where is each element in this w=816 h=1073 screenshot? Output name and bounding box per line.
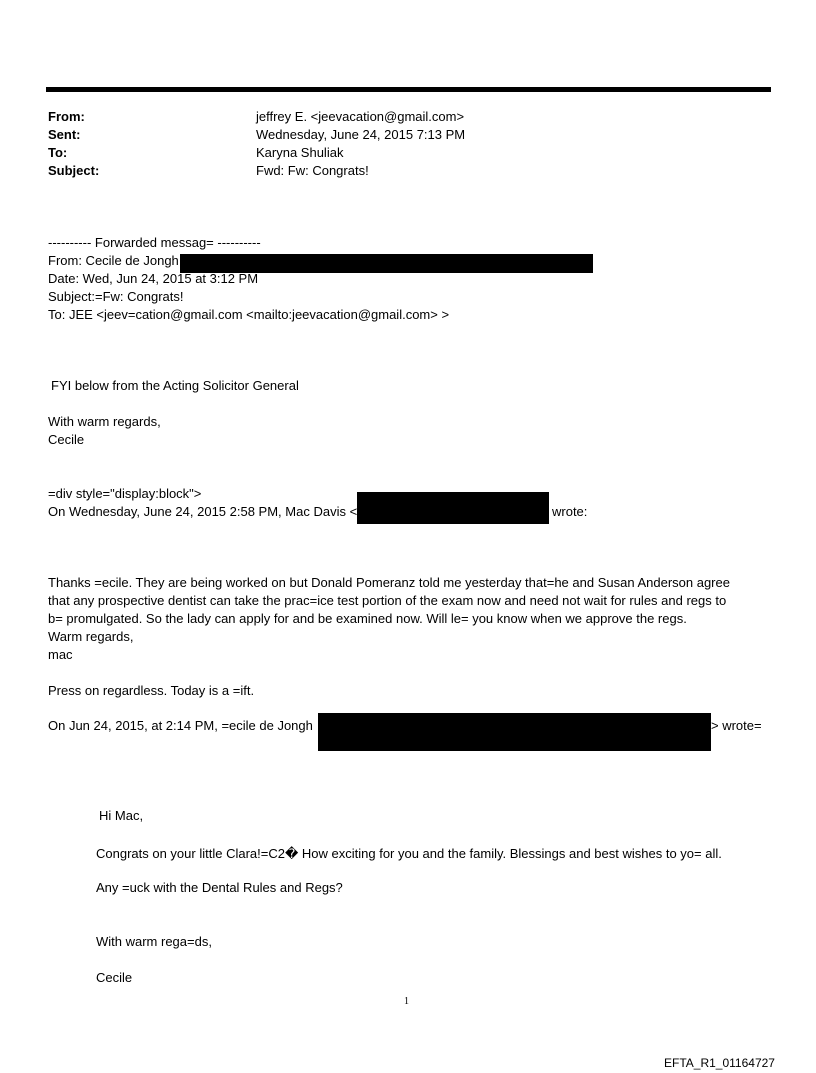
forward-date: Date: Wed, Jun 24, 2015 at 3:12 PM — [48, 271, 259, 286]
quoted-header: On Wednesday, June 24, 2015 2:58 PM, Mac Davis < — [48, 504, 358, 519]
sent-label: Sent: — [48, 127, 81, 142]
html-fragment-line: =div style="display:block"> — [48, 486, 202, 501]
redaction-bar — [318, 713, 711, 751]
quoted-header-suffix: wrote: — [552, 504, 588, 519]
regards-line: With warm rega=ds, — [96, 934, 212, 949]
quoted-header-suffix: > wrote= — [711, 718, 762, 733]
paragraph-line: Thanks =ecile. They are being worked on but Donald Pomeranz told me yesterday that=he and Susan Anderson agree — [48, 575, 730, 590]
press-on-line: Press on regardless. Today is a =ift. — [48, 683, 255, 698]
paragraph-line: Congrats on your little Clara!=C2� How exciting for you and the family. Blessings and best wishes to yo= all. — [96, 846, 722, 861]
signature: Cecile — [96, 970, 133, 985]
quoted-header: On Jun 24, 2015, at 2:14 PM, =ecile de Jongh — [48, 718, 313, 733]
sent-value: Wednesday, June 24, 2015 7:13 PM — [256, 127, 466, 142]
subject-label: Subject: — [48, 163, 100, 178]
to-value: Karyna Shuliak — [256, 145, 344, 160]
forward-subject: Subject:=Fw: Congrats! — [48, 289, 184, 304]
header-divider — [46, 87, 771, 92]
signature: Cecile — [48, 432, 85, 447]
fyi-line: FYI below from the Acting Solicitor General — [51, 378, 299, 393]
regards-line: With warm regards, — [48, 414, 161, 429]
subject-value: Fwd: Fw: Congrats! — [256, 163, 369, 178]
redaction-bar — [357, 492, 549, 524]
greeting: Hi Mac, — [99, 808, 144, 823]
forward-divider: ---------- Forwarded messag= ---------- — [48, 235, 261, 250]
from-label: From: — [48, 109, 85, 124]
forward-to: To: JEE <jeev=cation@gmail.com <mailto:jeevacation@gmail.com> > — [48, 307, 450, 322]
paragraph-line: Any =uck with the Dental Rules and Regs? — [96, 880, 343, 895]
paragraph-line: mac — [48, 647, 73, 662]
document-id: EFTA_R1_01164727 — [664, 1056, 775, 1070]
paragraph-line: Warm regards, — [48, 629, 134, 644]
to-label: To: — [48, 145, 68, 160]
page-number: 1 — [404, 996, 409, 1007]
paragraph-line: that any prospective dentist can take the prac=ice test portion of the exam now and need not wait for rules and regs to — [48, 593, 727, 608]
forward-from: From: Cecile de Jongh — [48, 253, 179, 268]
from-value: jeffrey E. <jeevacation@gmail.com> — [256, 109, 465, 124]
paragraph-line: b= promulgated. So the lady can apply for and be examined now. Will le= you know when we approve the regs. — [48, 611, 687, 626]
